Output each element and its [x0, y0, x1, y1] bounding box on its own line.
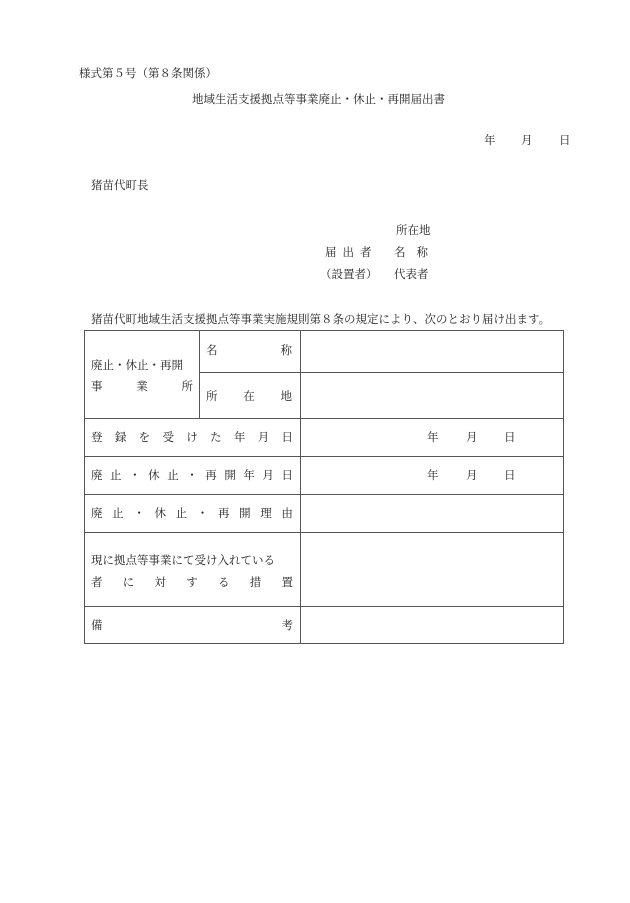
- suspension-date-field[interactable]: 年 月 日: [427, 468, 516, 482]
- applicant-location-label: 所在地: [396, 223, 431, 237]
- registration-date-label: 登 録 を 受 け た 年 月 日: [91, 430, 293, 444]
- reason-field[interactable]: [301, 495, 564, 532]
- addressee: 猪苗代町長: [91, 178, 149, 192]
- applicant-name-label: 名称: [394, 245, 439, 259]
- applicant-label: 届出者: [325, 245, 378, 259]
- date-day-label: 日: [559, 133, 571, 147]
- office-name-label: 名 称: [206, 343, 292, 357]
- measures-label: 現に拠点等事業にて受け入れている: [91, 553, 275, 567]
- document-title: 地域生活支援拠点等事業廃止・休止・再開届出書: [192, 92, 445, 106]
- office-label: 廃止・休止・再開: [91, 358, 183, 372]
- registration-date-field[interactable]: 年 月 日: [427, 430, 516, 444]
- divider: [199, 331, 200, 418]
- notification-table: [84, 330, 564, 644]
- office-location-label: 所 在 地: [206, 389, 292, 403]
- office-label-line2: 事 業 所: [91, 379, 193, 393]
- form-number: 様式第５号（第８条関係）: [79, 66, 217, 80]
- office-location-field[interactable]: [301, 373, 564, 418]
- applicant-sublabel: （設置者）: [320, 267, 378, 281]
- suspension-date-label: 廃 止 ・ 休 止 ・ 再 開 年 月 日: [91, 468, 293, 482]
- remarks-label: 備 考: [91, 618, 293, 632]
- date-month-label: 月: [521, 133, 533, 147]
- measures-field[interactable]: [301, 533, 564, 606]
- measures-label-line2: 者 に 対 す る 措 置: [91, 575, 293, 589]
- statement: 猪苗代町地域生活支援拠点等事業実施規則第８条の規定により、次のとおり届け出ます。: [91, 312, 551, 326]
- office-name-field[interactable]: [301, 331, 564, 372]
- remarks-field[interactable]: [301, 607, 564, 644]
- reason-label: 廃 止 ・ 休 止 ・ 再 開 理 由: [91, 506, 293, 520]
- date-year-label: 年: [484, 133, 496, 147]
- applicant-representative-label: 代表者: [394, 267, 429, 281]
